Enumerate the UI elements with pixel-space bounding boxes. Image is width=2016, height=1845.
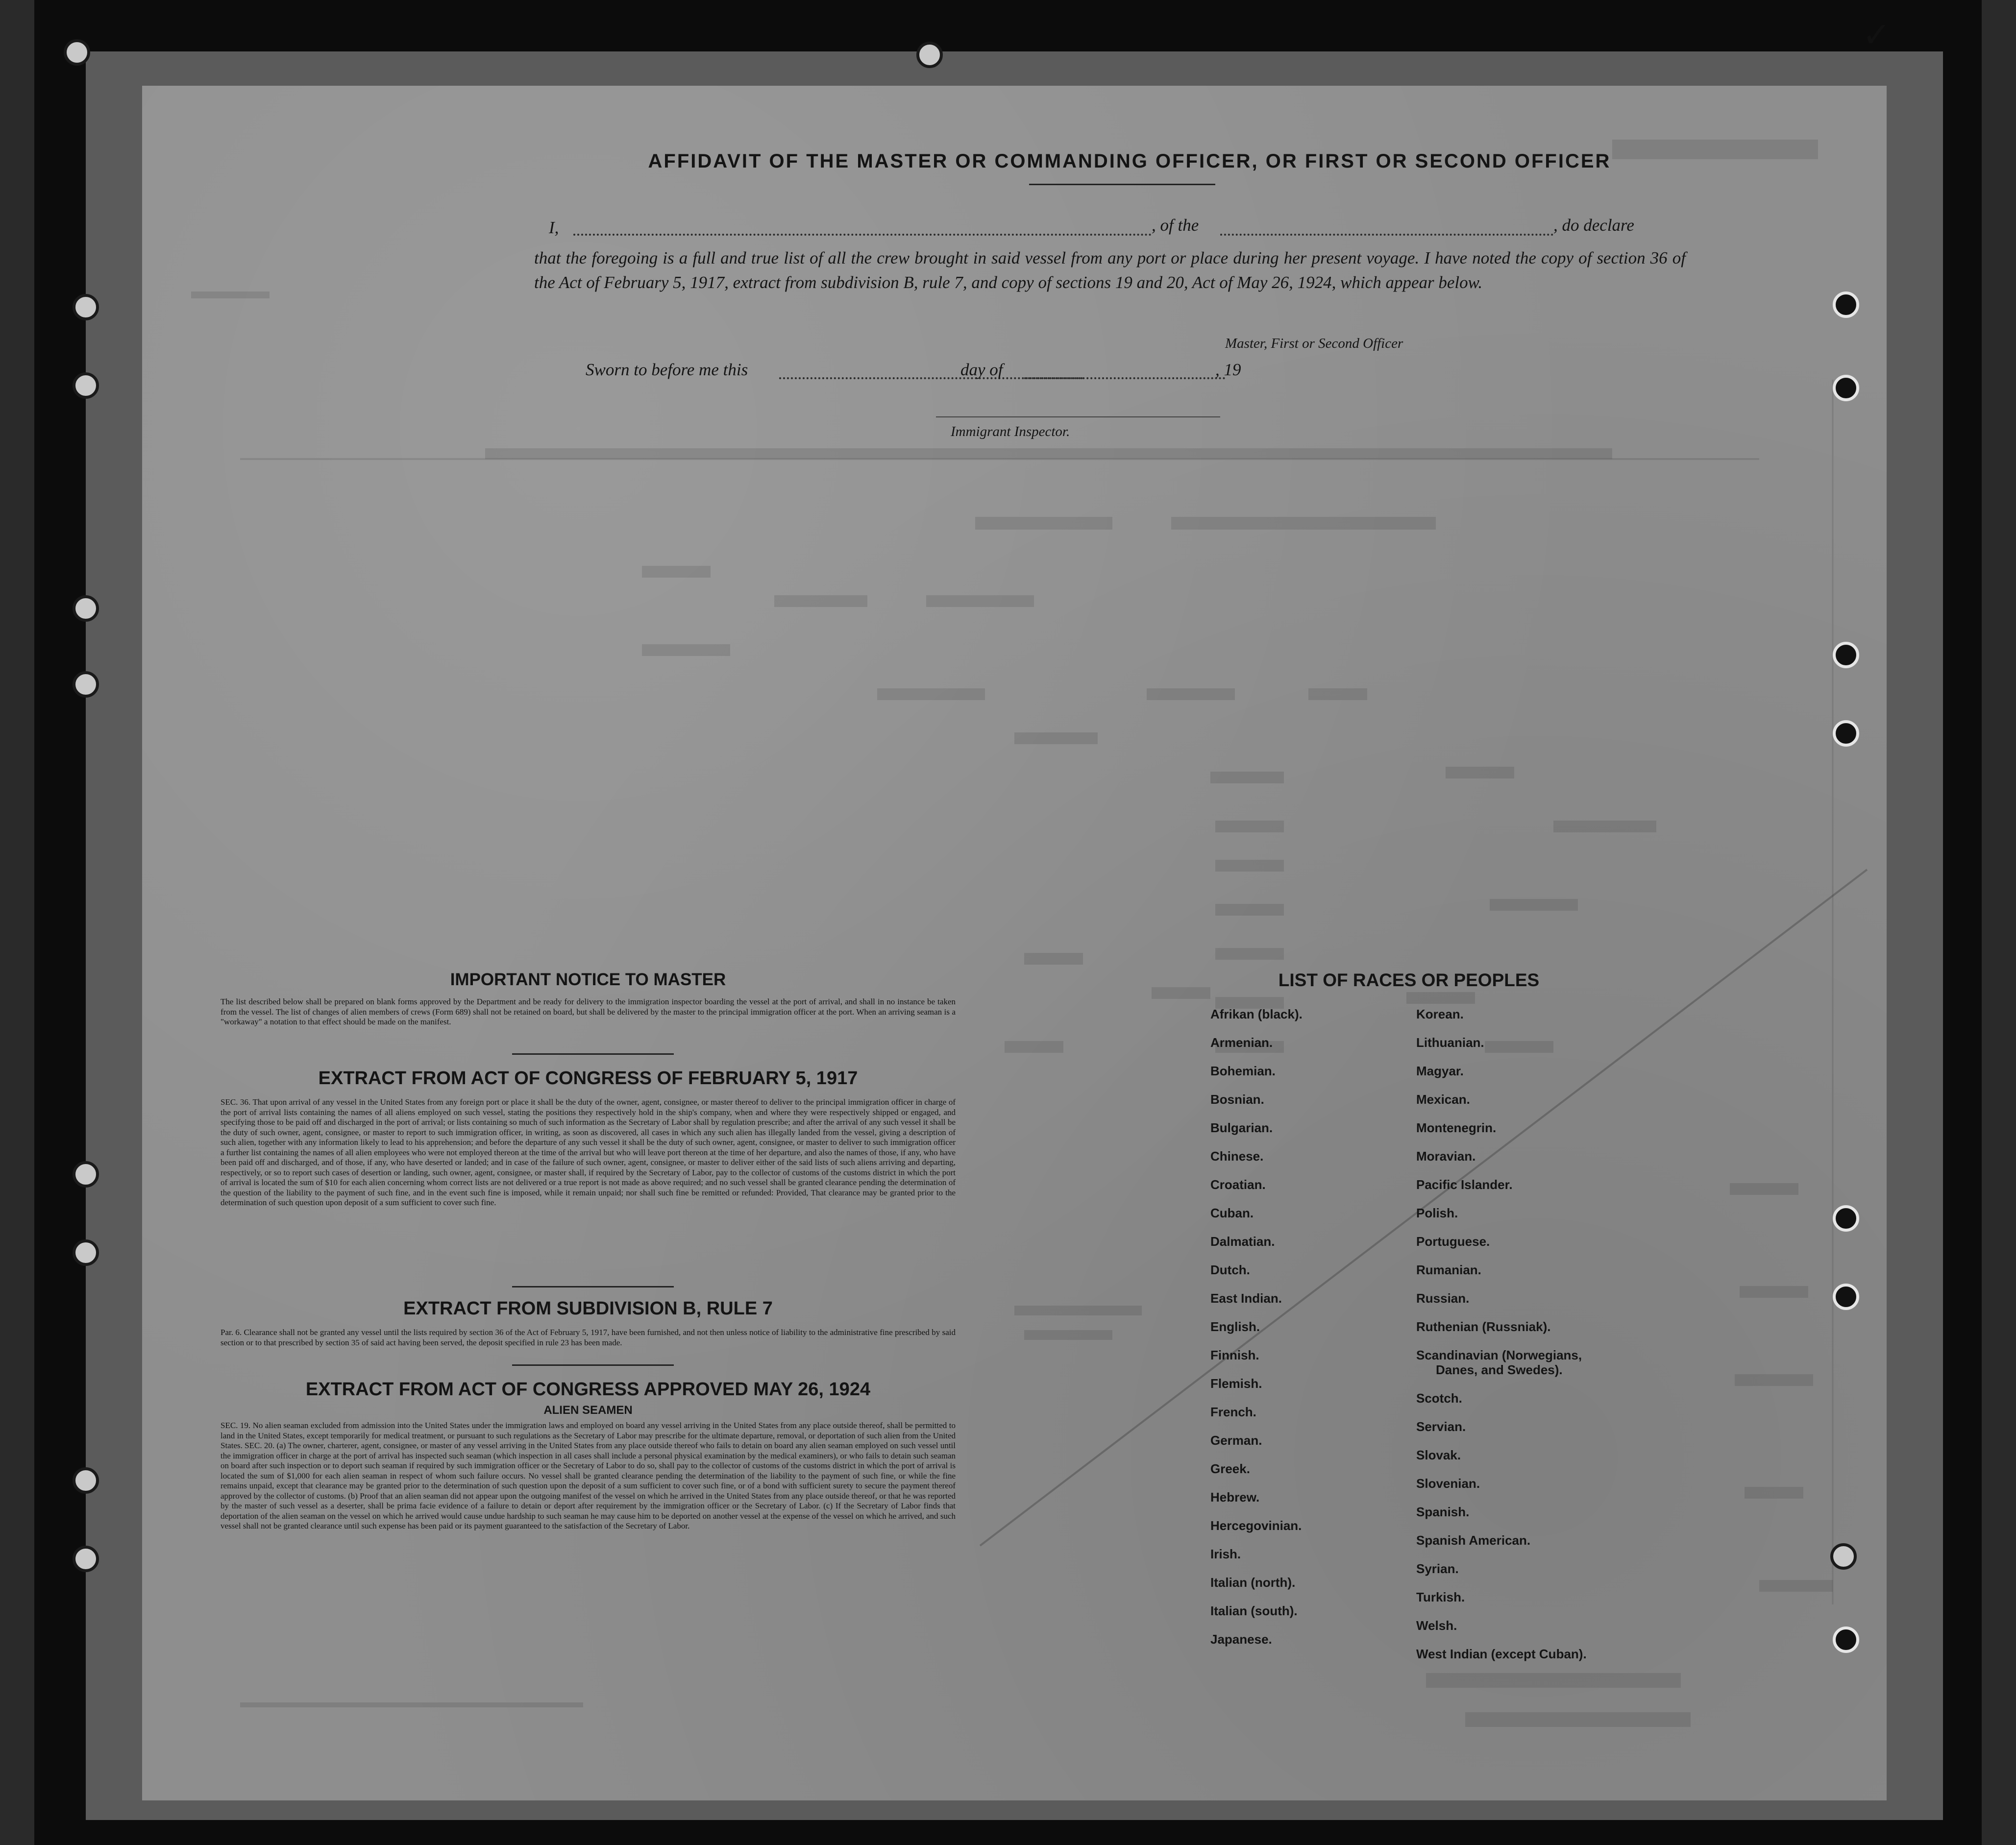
binder-hole bbox=[64, 39, 90, 66]
race-item: Rumanian. bbox=[1416, 1262, 1481, 1277]
race-item: Hercegovinian. bbox=[1210, 1518, 1302, 1533]
race-item: Servian. bbox=[1416, 1419, 1466, 1434]
race-item: Russian. bbox=[1416, 1291, 1470, 1306]
top-binder-hole bbox=[916, 42, 943, 68]
race-item: Finnish. bbox=[1210, 1348, 1259, 1362]
race-item: Italian (south). bbox=[1210, 1603, 1298, 1618]
left-binder-hole bbox=[73, 1161, 99, 1188]
race-item: Scotch. bbox=[1416, 1391, 1462, 1406]
race-item: Portuguese. bbox=[1416, 1234, 1490, 1249]
punch-hole bbox=[1833, 642, 1859, 668]
left-binder-hole bbox=[73, 671, 99, 698]
race-item: English. bbox=[1210, 1319, 1260, 1334]
extract-1917-body: SEC. 36. That upon arrival of any vessel in the United States from any foreign port or place it shall be the duty of the owner, agent, consignee, or master thereof to deliver to the principal immigration officer in charge of the port of arrival lists containing the names of all aliens employed on such vessel, stating the positions they respectively hold in the ship's company, when and where they were respectively shipped or engaged, and specifying those to be paid off and discharged in the port of arrival; or lists containing so much of such information as the Secretary of Labor shall by regulation prescribe; and after the arrival of any such vessel it shall be the duty of such owner, agent, consignee, or master to report to such immigration officer, in writing, as soon as discovered, all cases in which any such alien has illegally landed from the vessel, giving a description of such alien, together with any information likely to lead to his apprehension; and before the departure of any such vessel it shall be the duty of such owner, agent, consignee, or master to deliver to such immigration officer a further list containing the names of all alien employees who were not employed thereon at the time of the arrival but who will leave port thereon at the time of her departure, and also the names of those, if any, who have been paid off and discharged, and of those, if any, who have deserted or landed; and in case of the failure of such owner, agent, consignee, or master to deliver either of the said lists of such aliens arriving and departing, respectively, or so to report such cases of desertion or landing, such owner, agent, consignee, or master shall, if required by the Secretary of Labor, pay to the collector of customs of the customs district in which the port of arrival is located the sum of $10 for each alien concerning whom correct lists are not delivered or a true report is not made as above required; and no such vessel shall be granted clearance pending the determination of the question of the liability to the payment of such fine, and in the event such fine is imposed, while it remain unpaid; nor shall such fine be remitted or refunded: Provided, That clearance may be granted prior to the determination of such question upon deposit of a sum sufficient to cover such fine. bbox=[221, 1097, 956, 1207]
race-item: Polish. bbox=[1416, 1206, 1458, 1220]
race-item: Flemish. bbox=[1210, 1376, 1262, 1391]
divider-3 bbox=[512, 1364, 674, 1366]
left-binder-hole bbox=[73, 372, 99, 399]
race-item: Korean. bbox=[1416, 1007, 1464, 1021]
left-binder-hole bbox=[73, 1546, 99, 1572]
race-item: Bosnian. bbox=[1210, 1092, 1264, 1107]
race-item: Slovenian. bbox=[1416, 1476, 1480, 1491]
race-item: Magyar. bbox=[1416, 1064, 1464, 1078]
master-label: Master, First or Second Officer bbox=[1225, 336, 1403, 351]
name-line[interactable] bbox=[573, 234, 1152, 236]
race-item: Dutch. bbox=[1210, 1262, 1250, 1277]
race-item: Cuban. bbox=[1210, 1206, 1254, 1220]
punch-hole bbox=[1833, 720, 1859, 747]
race-item: Armenian. bbox=[1210, 1035, 1273, 1050]
punch-hole bbox=[1833, 1627, 1859, 1653]
of-the-label: , of the bbox=[1152, 216, 1199, 235]
sworn-month-line[interactable] bbox=[1024, 377, 1225, 379]
extract-1917-heading: EXTRACT FROM ACT OF CONGRESS OF FEBRUARY 5, 1917 bbox=[318, 1068, 858, 1089]
race-item: Mexican. bbox=[1416, 1092, 1470, 1107]
punch-hole bbox=[1833, 1284, 1859, 1310]
race-item: German. bbox=[1210, 1433, 1262, 1448]
race-item: Slovak. bbox=[1416, 1448, 1461, 1462]
i-label: I, bbox=[549, 218, 559, 237]
race-item: Danes, and Swedes). bbox=[1436, 1362, 1563, 1377]
title-underline bbox=[1029, 184, 1215, 185]
inspector-signature-line bbox=[936, 416, 1220, 417]
race-item: East Indian. bbox=[1210, 1291, 1282, 1306]
race-item: Hebrew. bbox=[1210, 1490, 1260, 1505]
race-item: Welsh. bbox=[1416, 1618, 1457, 1633]
race-item: West Indian (except Cuban). bbox=[1416, 1647, 1587, 1661]
punch-hole bbox=[1833, 1205, 1859, 1232]
punch-hole bbox=[1830, 1543, 1857, 1570]
race-item: Pacific Islander. bbox=[1416, 1177, 1513, 1192]
left-binder-hole bbox=[73, 1239, 99, 1266]
left-binder-hole bbox=[73, 294, 99, 320]
punch-hole bbox=[1833, 375, 1859, 401]
document-page bbox=[142, 86, 1887, 1800]
races-heading: LIST OF RACES OR PEOPLES bbox=[1278, 970, 1540, 990]
bleed-through-texture bbox=[142, 86, 1887, 1800]
race-item: Chinese. bbox=[1210, 1149, 1264, 1164]
punch-hole bbox=[1833, 291, 1859, 318]
notice-body: The list described below shall be prepared on blank forms approved by the Department and be ready for delivery to the immigration inspector boarding the vessel at the port of arrival, and shall in no instance be taken from the vessel. The list of changes of alien members of crews (Form 689) shall not be retained on board, but shall be delivered by the master to the principal immigration officer at the port. When an arriving seaman is a "workaway" a notation to that effect should be made on the manifest. bbox=[221, 997, 956, 1026]
vessel-line[interactable] bbox=[1220, 234, 1553, 236]
declaration-text: that the foregoing is a full and true list of all the crew brought in said vessel from any port or place during her present voyage. I have noted the copy of section 36 of the Act of February 5, 1917, extract from subdivision B, rule 7, and copy of sections 19 and 20, Act of May 26, 1924, which appear below. bbox=[534, 248, 1686, 292]
race-item: Italian (north). bbox=[1210, 1575, 1296, 1590]
race-item: Montenegrin. bbox=[1416, 1120, 1497, 1135]
affidavit-title: AFFIDAVIT OF THE MASTER OR COMMANDING OFFICER, OR FIRST OR SECOND OFFICER bbox=[648, 150, 1611, 172]
race-item: Scandinavian (Norwegians, bbox=[1416, 1348, 1582, 1362]
divider-1 bbox=[512, 1053, 674, 1055]
race-item: Croatian. bbox=[1210, 1177, 1266, 1192]
extract-1924-subheading: ALIEN SEAMEN bbox=[543, 1404, 633, 1417]
left-binder-hole bbox=[73, 1467, 99, 1494]
race-item: Syrian. bbox=[1416, 1561, 1459, 1576]
race-item: Afrikan (black). bbox=[1210, 1007, 1303, 1021]
rule7-heading: EXTRACT FROM SUBDIVISION B, RULE 7 bbox=[403, 1298, 773, 1319]
notice-heading: IMPORTANT NOTICE TO MASTER bbox=[450, 970, 726, 989]
race-item: Turkish. bbox=[1416, 1590, 1465, 1604]
left-binder-hole bbox=[73, 595, 99, 622]
film-edge-left bbox=[0, 0, 34, 1845]
do-declare-label: , do declare bbox=[1553, 216, 1634, 235]
race-item: Spanish American. bbox=[1416, 1533, 1531, 1548]
race-item: Irish. bbox=[1210, 1547, 1241, 1561]
race-item: Bulgarian. bbox=[1210, 1120, 1273, 1135]
film-edge-right bbox=[1982, 0, 2016, 1845]
inspector-label: Immigrant Inspector. bbox=[951, 424, 1070, 439]
race-item: Dalmatian. bbox=[1210, 1234, 1275, 1249]
race-item: Lithuanian. bbox=[1416, 1035, 1484, 1050]
race-item: Bohemian. bbox=[1210, 1064, 1276, 1078]
race-item: Japanese. bbox=[1210, 1632, 1272, 1647]
year-label: , 19 bbox=[1215, 360, 1241, 379]
race-item: French. bbox=[1210, 1405, 1256, 1419]
corner-check-mark: ✓ bbox=[1862, 17, 1891, 54]
extract-1924-body: SEC. 19. No alien seaman excluded from admission into the United States under the immigration laws and employed on board any vessel arriving in the United States from any place outside thereof, shall be permitted to land in the United States, except temporarily for medical treatment, or pursuant to such regulations as the Secretary of Labor may prescribe for the ultimate departure, removal, or deportation of such alien from the United States. SEC. 20. (a) The owner, charterer, agent, consignee, or master of any vessel arriving in the United States from any place outside thereof who fails to detain on board any alien seaman employed on such vessel until the immigration officer in charge at the port of arrival has inspected such seaman (which inspection in all cases shall include a personal physical examination by the medical examiners), or who fails to detain such seaman on board after such inspection or to deport such seaman if required by such immigration officer or the Secretary of Labor to do so, shall pay to the collector of customs of the customs district in which the port of arrival is located the sum of $1,000 for each alien seaman in respect of whom such failure occurs. No vessel shall be granted clearance pending the determination of the liability to the payment of such fine, or while the fine remains unpaid, except that clearance may be granted prior to the determination of such question upon the deposit of a sum sufficient to cover such fine, or of a bond with sufficient surety to secure the payment thereof approved by the collector of customs. (b) Proof that an alien seaman did not appear upon the outgoing manifest of the vessel on which he arrived in the United States from any place outside thereof, or that he was reported by the master of such vessel as a deserter, shall be prima facie evidence of a failure to detain or deport after requirement by the immigration officer or the Secretary of Labor. (c) If the Secretary of Labor finds that deportation of the alien seaman on the vessel on which he arrived would cause undue hardship to such seaman he may cause him to be deported on another vessel at the expense of the vessel on which he arrived, and such vessel shall not be granted clearance until such expense has been paid or its payment guaranteed to the satisfaction of the Secretary of Labor. bbox=[221, 1421, 956, 1530]
sworn-label: Sworn to before me this bbox=[586, 360, 748, 379]
race-item: Greek. bbox=[1210, 1461, 1250, 1476]
race-item: Ruthenian (Russniak). bbox=[1416, 1319, 1551, 1334]
day-of-label: day of bbox=[960, 360, 1003, 379]
race-item: Moravian. bbox=[1416, 1149, 1476, 1164]
rule7-body: Par. 6. Clearance shall not be granted any vessel until the lists required by section 36 of the Act of February 5, 1917, have been furnished, and not then unless notice of liability to the administrative fine prescribed by said section or to that prescribed by section 35 of said act having been served, the deposit specified in rule 23 has been made. bbox=[221, 1328, 956, 1347]
divider-2 bbox=[512, 1286, 674, 1287]
extract-1924-heading: EXTRACT FROM ACT OF CONGRESS APPROVED MAY 26, 1924 bbox=[305, 1379, 871, 1400]
race-item: Spanish. bbox=[1416, 1505, 1470, 1519]
